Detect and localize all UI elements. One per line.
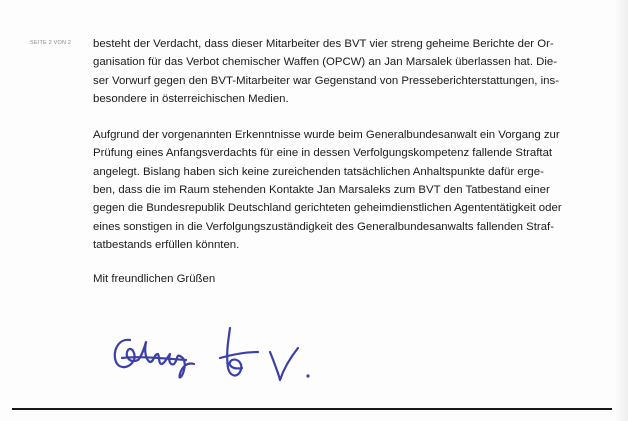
text-line: Prüfung eines Anfangsverdachts für eine in dessen Verfolgungskompetenz fallende Straftat — [93, 147, 553, 160]
text-line: angelegt. Bislang haben sich keine zureichenden tatsächlichen Anhaltspunkte dafür erge- — [93, 165, 544, 178]
page-bottom-rule — [12, 408, 612, 410]
letter-body — [93, 35, 568, 289]
scan-edge-shadow — [614, 0, 628, 421]
text-line: ben, dass die im Raum stehenden Kontakte Jan Marsaleks zum BVT den Tatbestand einer — [93, 184, 550, 197]
closing-salutation — [93, 270, 568, 288]
page-number-label: SEITE 2 VON 2 — [30, 40, 72, 46]
text-line: besondere in österreichischen Medien. — [93, 92, 289, 105]
text-line: Aufgrund der vorgenannten Erkenntnisse wurde beim Generalbundesanwalt ein Vorgang zur — [93, 129, 560, 142]
text-line: tatbestands erfüllen könnten. — [93, 238, 240, 251]
text-line: eines sonstigen in die Verfolgungszuständigkeit des Generalbundesanwalts fallenden Straf- — [93, 220, 554, 233]
paragraph-spacer — [93, 108, 568, 126]
text-line: ganisation für das Verbot chemischer Waffen (OPCW) an Jan Marsalek überlassen hat. Die- — [93, 56, 558, 69]
closing-text: Mit freundlichen Grüßen — [93, 273, 216, 286]
paragraph-1 — [93, 35, 568, 108]
handwritten-signature — [108, 318, 338, 398]
text-line: gegen die Bundesrepublik Deutschland gerichteten geheimdienstlichen Agententätigkeit oder — [93, 202, 562, 215]
text-line: besteht der Verdacht, dass dieser Mitarbeiter des BVT vier streng geheime Berichte der Or- — [93, 38, 554, 50]
text-line: ser Vorwurf gegen den BVT-Mitarbeiter war Gegenstand von Presseberichterstattungen, ins- — [93, 74, 559, 87]
paragraph-2 — [93, 126, 568, 254]
